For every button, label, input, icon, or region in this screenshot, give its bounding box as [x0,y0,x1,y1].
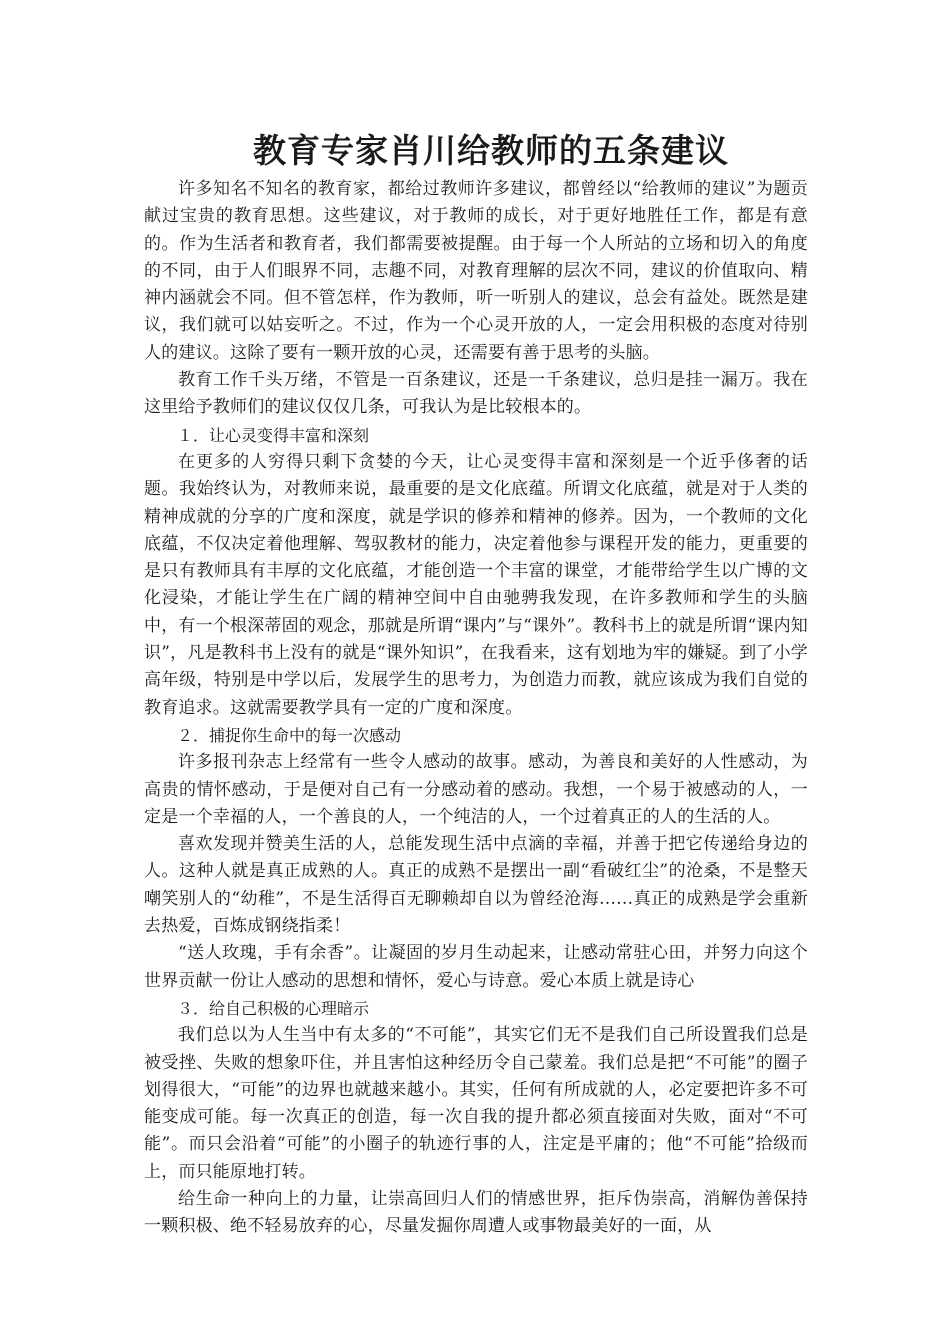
section-heading-3: ３．给自己积极的心理暗示 [177,998,370,1018]
intro-paragraph-1: 许多知名不知名的教育家，都给过教师许多建议，都曾经以“给教师的建议”为题贡献过宝贵的教育思想。这些建议，对于教师的成长，对于更好地胜任工作，都是有意的。作为生活者和教育者，我们都需要被提醒。由于每一个人所站的立场和切入的角度的不同，由于人们眼界不同，志趣不同，对教育理解的层次不同，建议的价值取向、精神内涵就会不同。但不管怎样，作为教师，听一听别人的建议，总会有益处。既然是建议，我们就可以姑妄听之。不过，作为一个心灵开放的人，一定会用积极的态度对待别人的建议。这除了要有一颗开放的心灵，还需要有善于思考的头脑。 [144,179,808,363]
section-heading-1: １．让心灵变得丰富和深刻 [177,425,370,445]
document-title: 教育专家肖川给教师的五条建议 [253,131,729,170]
section-2-paragraph-2: 喜欢发现并赞美生活的人，总能发现生活中点滴的幸福，并善于把它传递给身边的人。这种人就是真正成熟的人。真正的成熟不是摆出一副“看破红尘”的沧桑，不是整天嘲笑别人的“幼稚”，不是生活得百无聊赖却自以为曾经沧海……真正的成熟是学会重新去热爱，百炼成钢绕指柔！ [144,834,808,937]
section-3-paragraph-1: 我们总以为人生当中有太多的“不可能”，其实它们无不是我们自己所设置我们总是被受挫、失败的想象吓住，并且害怕这种经历令自己蒙羞。我们总是把“不可能”的圈子划得很大，“可能”的边界也就越来越小。其实，任何有所成就的人，必定要把许多不可能变成可能。每一次真正的创造，每一次自我的提升都必须直接面对失败，面对“不可能”。而只会沿着“可能”的小圈子的轨迹行事的人，注定是平庸的；他“不可能”拾级而上，而只能原地打转。 [144,1025,808,1182]
section-heading-2: ２．捕捉你生命中的每一次感动 [177,725,402,745]
intro-paragraph-2: 教育工作千头万绪，不管是一百条建议，还是一千条建议，总归是挂一漏万。我在这里给予教师们的建议仅仅几条，可我认为是比较根本的。 [144,370,808,418]
section-1-paragraph-1: 在更多的人穷得只剩下贪婪的今天，让心灵变得丰富和深刻是一个近乎侈奢的话题。我始终认为，对教师来说，最重要的是文化底蕴。所谓文化底蕴，就是对于人类的精神成就的分享的广度和深度，就是学识的修养和精神的修养。因为，一个教师的文化底蕴，不仅决定着他理解、驾驭教材的能力，决定着他参与课程开发的能力，更重要的是只有教师具有丰厚的文化底蕴，才能创造一个丰富的课堂，才能带给学生以广博的文化浸染，才能让学生在广阔的精神空间中自由驰骋我发现，在许多教师和学生的头脑中，有一个根深蒂固的观念，那就是所谓“课内”与“课外”。教科书上的就是所谓“课内知识”，凡是教科书上没有的就是“课外知识”，在我看来，这有划地为牢的嫌疑。到了小学高年级，特别是中学以后，发展学生的思考力，为创造力而教，就应该成为我们自觉的教育追求。这就需要教学具有一定的广度和深度。 [144,451,808,718]
section-2-paragraph-3: “送人玫瑰，手有余香”。让凝固的岁月生动起来，让感动常驻心田，并努力向这个世界贡献一份让人感动的思想和情怀，爱心与诗意。爱心本质上就是诗心 [144,943,808,991]
document-page [144,128,808,1241]
section-2-paragraph-1: 许多报刊杂志上经常有一些令人感动的故事。感动，为善良和美好的人性感动，为高贵的情怀感动，于是便对自己有一分感动着的感动。我想，一个易于被感动的人，一定是一个幸福的人，一个善良的人，一个纯洁的人，一个过着真正的人的生活的人。 [144,752,808,827]
section-3-paragraph-2: 给生命一种向上的力量，让崇高回归人们的情感世界，拒斥伪崇高，消解伪善保持一颗积极、绝不轻易放弃的心，尽量发掘你周遭人或事物最美好的一面，从 [144,1188,808,1237]
